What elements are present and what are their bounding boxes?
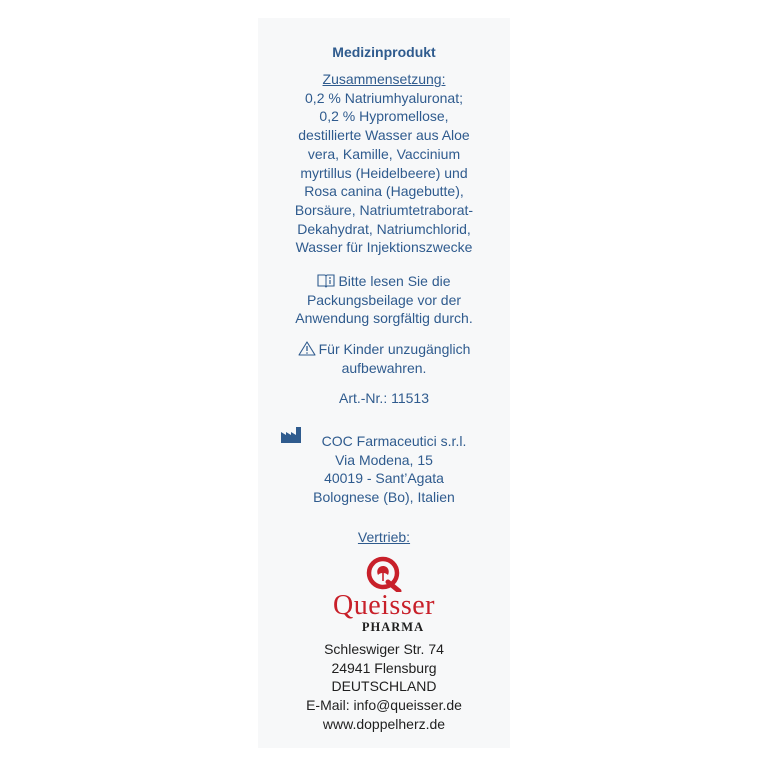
brand-name: Queisser [333,590,435,621]
distribution-label-wrap [258,528,510,547]
composition-line: 0,2 % Natriumhyaluronat; [305,89,463,106]
composition-line: 0,2 % Hypromellose, [319,108,449,125]
brand-subtitle: PHARMA [361,620,425,634]
distributor-website: www.doppelherz.de [322,715,446,732]
manufacturer-line: Bolognese (Bo), Italien [313,489,455,506]
queisser-logo-icon [365,556,403,592]
composition-line: myrtillus (Heidelbeere) und [300,164,468,181]
manufacturer-line: Via Modena, 15 [335,451,433,468]
composition-label: Zusammensetzung: [322,71,446,87]
product-type-title: Medizinprodukt [332,44,436,60]
composition-line: vera, Kamille, Vaccinium [307,145,461,162]
composition-line: Rosa canina (Hagebutte), [304,183,464,200]
distributor-line: DEUTSCHLAND [331,678,437,695]
book-info-icon [317,273,335,288]
distribution-label: Vertrieb: [357,529,411,545]
distributor-line: Schleswiger Str. 74 [324,641,444,657]
composition-line: destillierte Wasser aus Aloe [298,127,470,144]
manufacturer-address [258,432,510,507]
composition-section [258,70,510,257]
distributor-email: E-Mail: info@queisser.de [306,697,462,714]
composition-line: Wasser für Injektionszwecke [295,239,473,256]
manufacturer-line: 40019 - Sant’Agata [324,470,444,487]
composition-line: Dekahydrat, Natriumchlorid, [297,220,471,237]
article-number: Art.-Nr.: 11513 [338,390,429,406]
child-notice-line: aufbewahren. [341,359,427,376]
queisser-logo [258,556,510,636]
read-notice-line: Bitte lesen Sie die [338,273,451,289]
read-notice [258,272,510,328]
child-notice-line: Für Kinder unzugänglich [318,341,471,357]
manufacturer-line: COC Farmaceutici s.r.l. [321,433,467,449]
child-notice [258,340,510,377]
composition-line: Borsäure, Natriumtetraborat- [294,201,474,218]
read-notice-line: Anwendung sorgfältig durch. [295,310,473,327]
read-notice-line: Packungsbeilage vor der [306,291,462,308]
distributor-line: 24941 Flensburg [331,659,437,676]
distributor-address [258,640,510,734]
warning-triangle-icon [298,341,316,356]
